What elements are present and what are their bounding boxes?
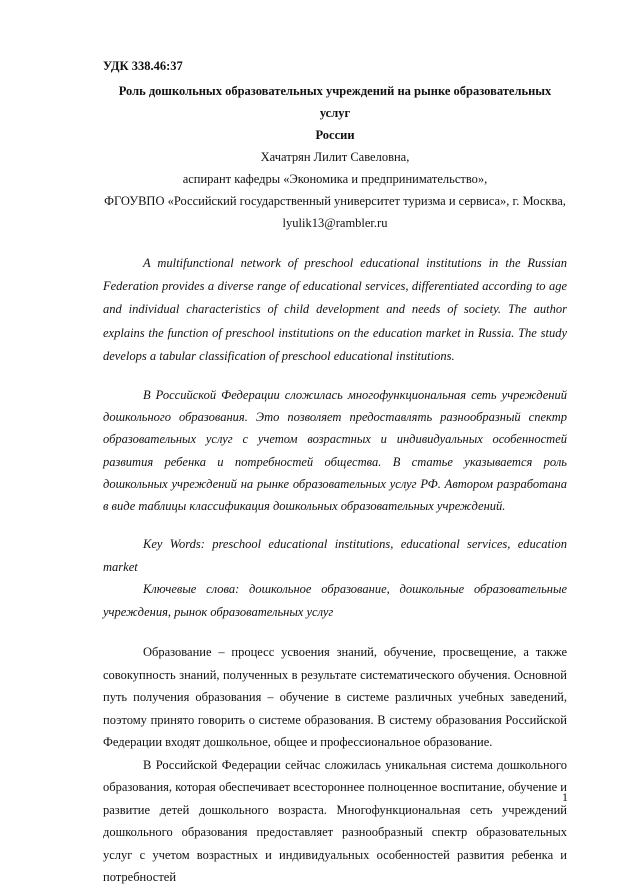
article-title-line-1: Роль дошкольных образовательных учреждений на рынке образовательных услуг	[118, 84, 552, 120]
udk-code: УДК 338.46:37	[103, 59, 183, 73]
page-number: 1	[562, 790, 568, 804]
page-content	[103, 56, 567, 889]
body-paragraph-1: Образование – процесс усвоения знаний, обучение, просвещение, а также совокупность знаний, полученных в результате систематического обучения. Основной путь получения образования – обучение в системе различных учебных заведений, поэтому принято говорить о системе образования. В систему образования Российской Федерации входят дошкольное, общее и профессиональное образование.	[103, 645, 567, 750]
author-position: аспирант кафедры «Экономика и предпринимательство»,	[182, 172, 488, 186]
keywords-english: Key Words: preschool educational institutions, educational services, education market	[103, 537, 567, 574]
abstract-english: A multifunctional network of preschool educational institutions in the Russian Federation provides a diverse range of educational services, differentiated according to age and individual characteristics of child development and needs of society. The author explains the function of preschool institutions on the education market in Russia. The study develops a tabular classification of preschool educational institutions.	[103, 256, 567, 363]
body-paragraph-2: В Российской Федерации сейчас сложилась уникальная система дошкольного образования, которая обеспечивает всестороннее полноценное воспитание, обучение и развитие детей дошкольного возраста. Многофункциональная сеть учреждений дошкольного образования предоставляет разнообразный спектр образовательных услуг с учетом возрастных и индивидуальных особенностей развития ребенка и потребностей	[103, 757, 567, 885]
author-email: lyulik13@rambler.ru	[282, 216, 388, 230]
abstract-russian: В Российской Федерации сложилась многофункциональная сеть учреждений дошкольного образования. Это позволяет предоставлять разнообразный спектр образовательных услуг с учетом возрастных и индивидуальных особенностей развития ребенка и потребностей общества. В статье указывается роль дошкольных учреждений на рынке образовательных услуг РФ. Автором разработана в виде таблицы классификация дошкольных образовательных учреждений.	[103, 388, 567, 514]
author-name: Хачатрян Лилит Савеловна,	[260, 150, 410, 164]
author-affiliation: ФГОУВПО «Российский государственный университет туризма и сервиса», г. Москва,	[104, 194, 566, 208]
keywords-russian: Ключевые слова: дошкольное образование, дошкольные образовательные учреждения, рынок образовательных услуг	[103, 582, 567, 619]
article-title-line-2: России	[315, 128, 355, 142]
